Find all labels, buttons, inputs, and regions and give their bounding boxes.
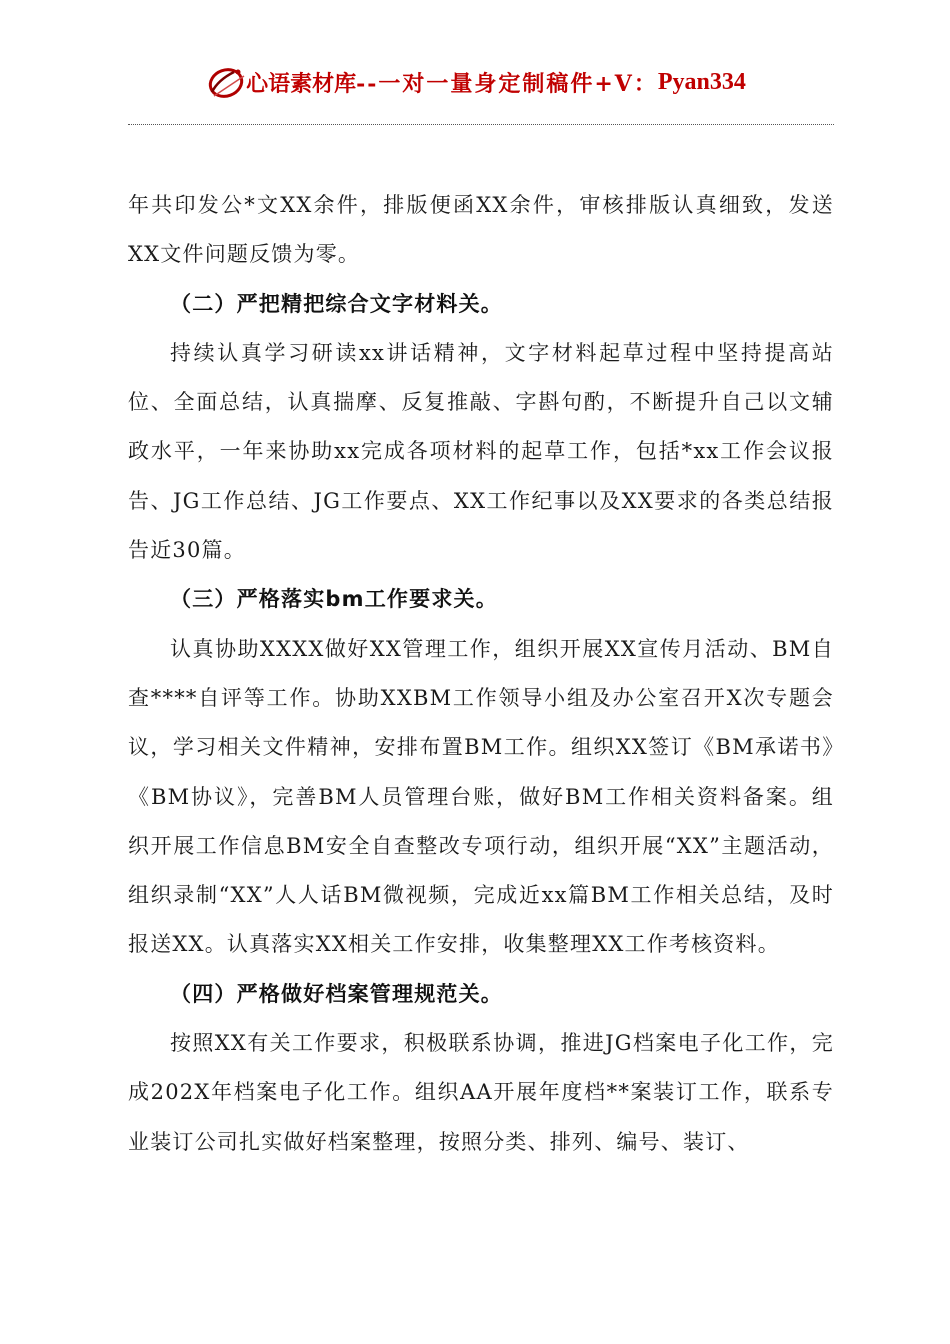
- paragraph-bm-work: 认真协助XXXX做好XX管理工作，组织开展XX宣传月活动、BM自查****自评等工作。协助XXBM工作领导小组及办公室召开X次专题会议，学习相关文件精神，安排布置BM工作。组织XX签订《BM承诺书》《BM协议》，完善BM人员管理台账，做好BM工作相关资料备案。组织开展工作信息BM安全自查整改专项行动，组织开展“XX”主题活动，组织录制“XX”人人话BM微视频，完成近xx篇BM工作相关总结，及时报送XX。认真落实XX相关工作安排，收集整理XX工作考核资料。: [128, 636, 834, 957]
- header-contact: Pyan334: [657, 68, 746, 95]
- header-slogan: --一对一量身定制稿件+V：: [356, 70, 658, 97]
- section-heading-2: （二）严把精把综合文字材料关。: [170, 291, 503, 316]
- section-heading-3: （三）严格落实bm工作要求关。: [170, 587, 498, 612]
- section-heading-4: （四）严格做好档案管理规范关。: [170, 981, 503, 1006]
- paragraph-continued: 年共印发公*文XX余件，排版便函XX余件，审核排版认真细致，发送XX文件问题反馈为零。: [128, 193, 834, 267]
- page-header: [0, 58, 950, 106]
- paragraph-archive-management: 按照XX有关工作要求，积极联系协调，推进JG档案电子化工作，完成202X年档案电子化工作。组织AA开展年度档**案装订工作，联系专业装订公司扎实做好档案整理，按照分类、排列、编号、装订、: [128, 1031, 834, 1154]
- brand-name: 心语素材库: [246, 70, 357, 97]
- header-divider: [128, 124, 834, 125]
- paragraph-writing-materials: 持续认真学习研读xx讲话精神，文字材料起草过程中坚持提高站位、全面总结，认真揣摩、反复推敲、字斟句酌，不断提升自己以文辅政水平，一年来协助xx完成各项材料的起草工作，包括*xx工作会议报告、JG工作总结、JG工作要点、XX工作纪事以及XX要求的各类总结报告近30篇。: [128, 340, 834, 563]
- document-body: [128, 181, 834, 1167]
- header-banner: [204, 58, 746, 106]
- brand-logo-icon: [204, 58, 252, 106]
